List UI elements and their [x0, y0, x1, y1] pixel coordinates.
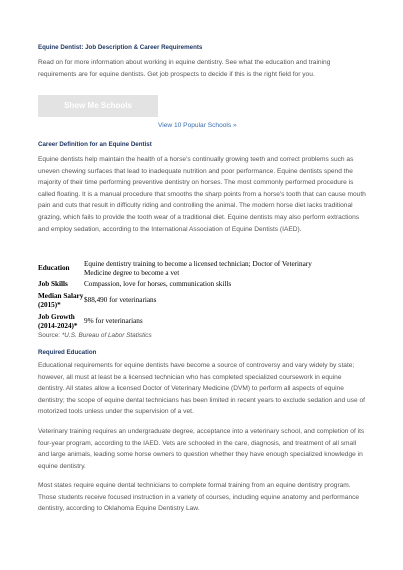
source-note: [38, 332, 152, 339]
required-education-paragraph-1: Educational requirements for equine dentists have become a source of controversy and vary widely by state; however, all must at least be a licensed technician who has completed specialized coursework in equine dentistry. All states allow a licensed Doctor of Veterinary Medicine (DVM) to perform all aspects of equine dentistry; the scope of equine dental technicians has been limited in recent years to exclude sedation and use of motorized tools unless under the supervision of a vet.: [38, 362, 365, 416]
fact-value: 9% for veterinarians: [84, 317, 143, 326]
source-text: *U.S. Bureau of Labor Statistics: [61, 332, 152, 339]
career-facts-table: [38, 258, 338, 332]
career-definition-paragraph: Equine dentists help maintain the health of a horse's continually growing teeth and correct problems such as uneven chewing surfaces that lead to inadequate nutrition and poor performance. Equine dentists spend the majority of their time performing preventive dentistry on horses. The most commonly performed procedure is called floating. It is a manual procedure that smooths the sharp points from a horse's tooth that can cause mouth pain and cuts that result in difficulty riding and controlling the animal. The modern horse diet lacks traditional grazing, which fails to provide the tooth wear of a traditional diet. Equine dentists may also perform extractions and employ sedation, according to the International Association of Equine Dentists (IAED).: [38, 156, 366, 233]
fact-value: $88,490 for veterinarians: [84, 296, 157, 305]
required-education-paragraph-3: Most states require equine dental technicians to complete formal training from an equine dentistry program. Those students receive focused instruction in a variety of courses, including equine anatomy and performance dentistry, according to Oklahoma Equine Dentistry Law.: [38, 482, 360, 513]
fact-label: Job Growth (2014-2024)*: [38, 313, 78, 330]
fact-value: Compassion, love for horses, communication skills: [84, 280, 232, 289]
fact-label: Job Skills: [38, 280, 68, 289]
required-education-paragraph-2: Veterinary training requires an undergraduate degree, acceptance into a veterinary school, and completion of its four-year program, according to the IAED. Vets are schooled in the care, diagnosis, and treatment of all small and large animals, leading some horse owners to question whether they have enough specialized knowledge in equine dentistry.: [38, 428, 365, 470]
table-row: [38, 279, 338, 290]
fact-label: Education: [38, 264, 70, 273]
fact-value: Equine dentistry training to become a licensed technician; Doctor of Veterinary Medicine degree to become a vet: [84, 260, 312, 277]
fact-label: Median Salary (2015)*: [38, 292, 84, 309]
required-education-heading: Required Education: [38, 349, 97, 356]
show-me-schools-button[interactable]: Show Me Schools: [38, 95, 158, 117]
table-row: [38, 311, 338, 332]
source-prefix: Source:: [38, 332, 62, 339]
table-row: [38, 290, 338, 311]
table-row: [38, 258, 338, 279]
view-popular-schools-link[interactable]: View 10 Popular Schools »: [158, 122, 237, 129]
career-definition-heading: Career Definition for an Equine Dentist: [38, 141, 152, 148]
intro-paragraph: Read on for more information about working in equine dentistry. See what the education and training requirements are for equine dentists. Get job prospects to decide if this is the right field for you.: [38, 59, 331, 78]
page-title: Equine Dentist: Job Description & Career Requirements: [38, 44, 203, 51]
